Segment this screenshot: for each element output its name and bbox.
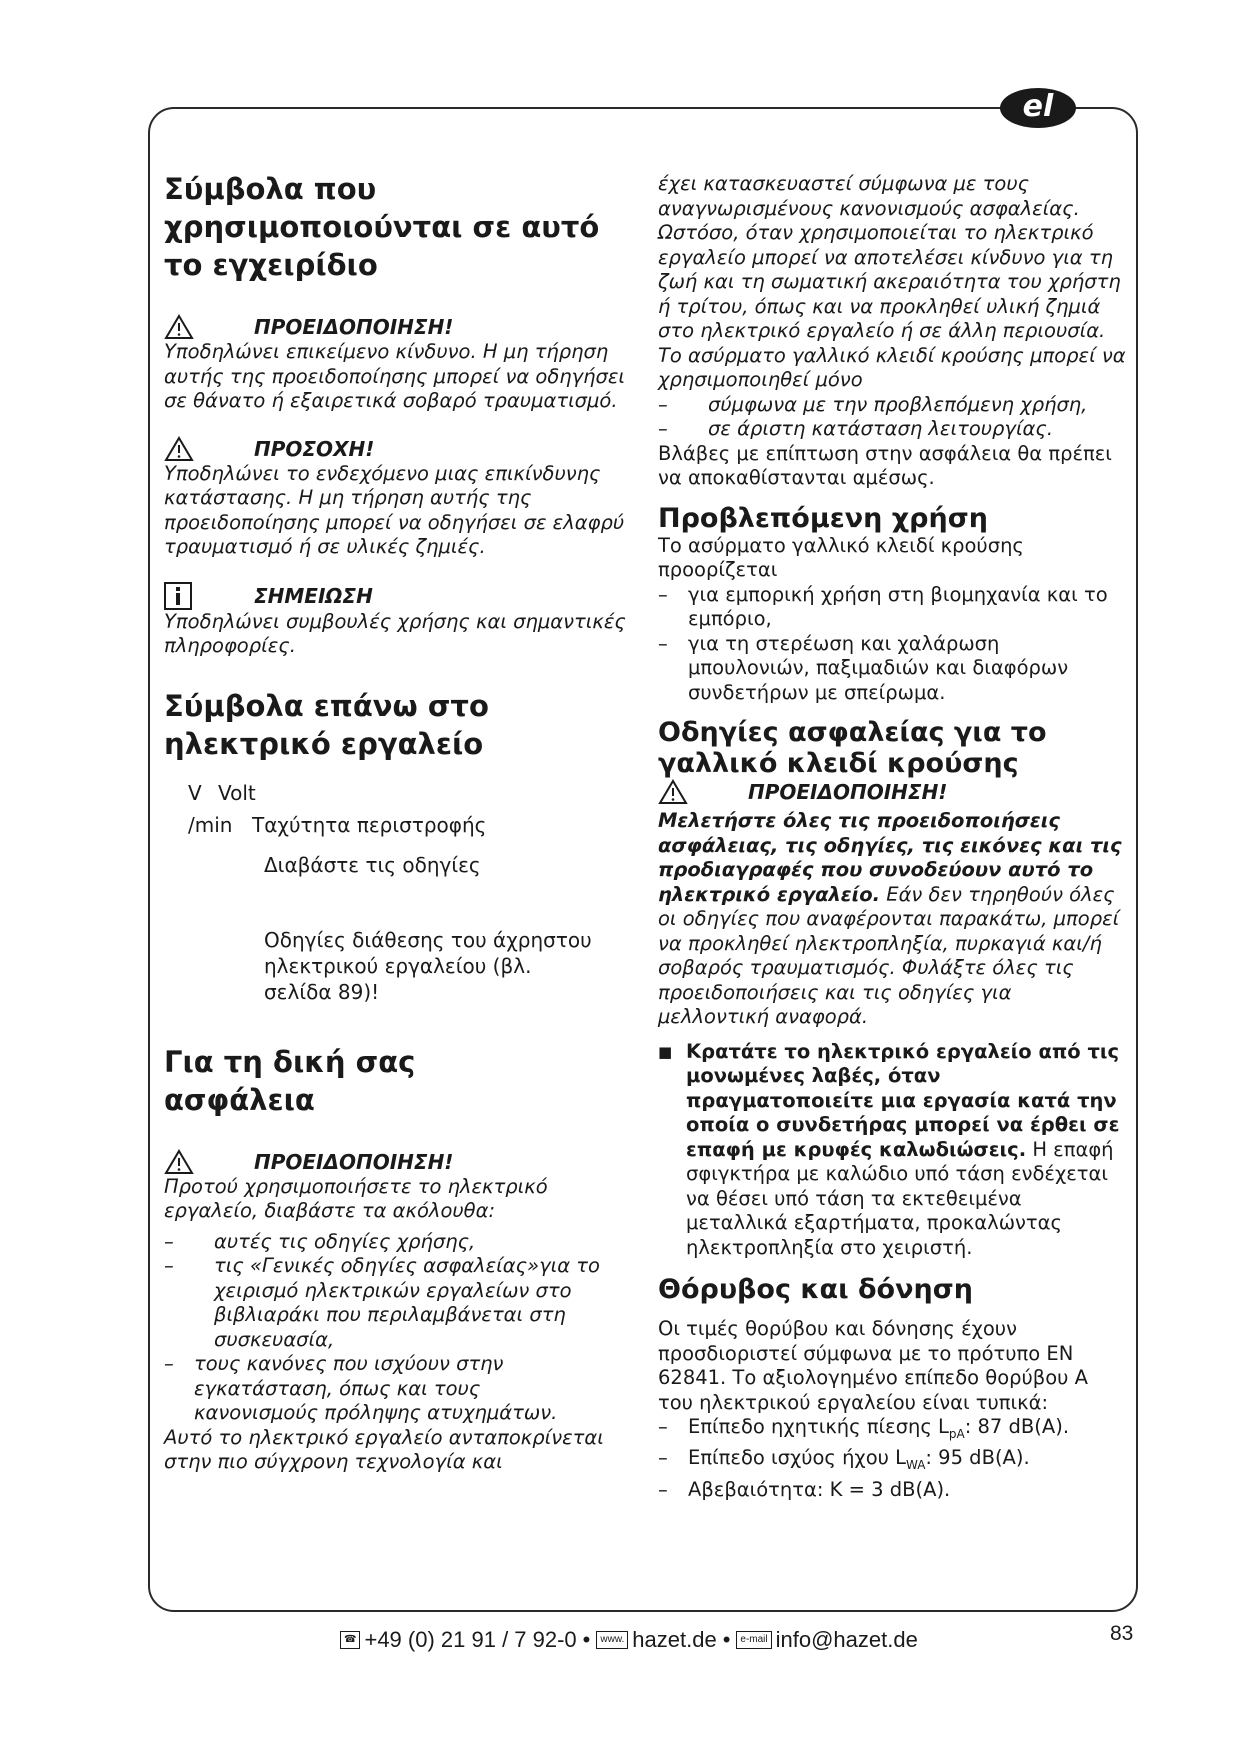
warning-heading-3 (658, 779, 1128, 805)
web-icon: www. (596, 1631, 628, 1649)
symbol-disposal-desc: Οδηγίες διάθεσης του άχρηστου ηλεκτρικού εργαλείου (βλ. σελίδα 89)! (264, 927, 592, 1004)
list-item: – για τη στερέωση και χαλάρωση μπουλονιών, παξιμαδιών και διαφόρων συνδετήρων με σπείρωμα. (658, 632, 1128, 706)
bullet-item: ■ Κρατάτε το ηλεκτρικό εργαλείο από τις μονωμένες λαβές, όταν πραγματοποιείτε μια εργασία κατά την οποία ο συνδετήρας μπορεί να έρθει σε επαφή με κρυφές καλωδιώσεις. Η επαφή σφιγκτήρα με καλώδιο υπό τάση ενδέχεται να θέσει υπό τάση τα εκτεθειμένα μεταλλικά εξαρτήματα, προκαλώντας ηλεκτροπληξία στο χειριστή. (658, 1040, 1128, 1261)
warning-label: ΠΡΟΕΙΔΟΠΟΙΗΣΗ! (254, 1149, 454, 1174)
page-number: 83 (1110, 1622, 1134, 1645)
warning-triangle-icon (164, 1149, 254, 1175)
noise-item-1: Επίπεδο ηχητικής πίεσης $L_{pA}$: 87 dB(A). (688, 1415, 1070, 1441)
symbol-read-desc: Διαβάστε τις οδηγίες (264, 852, 481, 877)
heading-symbols-manual: Σύμβολα που χρησιμοποιούνται σε αυτό το εγχειρίδιο (164, 172, 600, 282)
heading-safety-wrench: Οδηγίες ασφαλείας για το γαλλικό κλειδί κρούσης (658, 717, 1047, 779)
noise-text: Οι τιμές θορύβου και δόνησης έχουν προσδιοριστεί σύμφωνα με το πρότυπο EN 62841. Το αξιολογημένο επίπεδο θορύβου A του ηλεκτρικού εργαλείου είναι τυπικά: (658, 1317, 1088, 1414)
list-item: – αυτές τις οδηγίες χρήσης, (164, 1229, 476, 1253)
list-item: – σε άριστη κατάσταση λειτουργίας. (658, 417, 1054, 440)
list-item: – τους κανόνες που ισχύουν στην εγκατάσταση, όπως και τους κανονισμούς πρόληψης ατυχημάτων. (164, 1352, 644, 1426)
warning-label: ΠΡΟΕΙΔΟΠΟΙΗΣΗ! (748, 780, 948, 804)
note-heading (164, 582, 644, 610)
list-item-text: για τη στερέωση και χαλάρωση μπουλονιών, παξιμαδιών και διαφόρων συνδετήρων με σπείρωμα. (688, 631, 1069, 704)
caution-label: ΠΡΟΣΟΧΗ! (254, 436, 375, 461)
symbol-volt: V (188, 780, 202, 805)
phone-icon: ☎ (340, 1631, 360, 1649)
bullet-normal-text: Η επαφή σφιγκτήρα με καλώδιο υπό τάση ενδέχεται να θέσει υπό τάση τα εκτεθειμένα μεταλλικά εξαρτήματα, προκαλώντας ηλεκτροπληξία στο χειριστή. (686, 1137, 1114, 1259)
heading-noise-vibration: Θόρυβος και δόνηση (658, 1274, 973, 1305)
heading-symbols-tool: Σύμβολα επάνω στο ηλεκτρικό εργαλείο (164, 688, 489, 761)
continued-text-3: Βλάβες με επίπτωση στην ασφάλεια θα πρέπει να αποκαθίστανται αμέσως. (658, 441, 1112, 489)
list-item: – Επίπεδο ηχητικής πίεσης $L_{pA}$: 87 dB(A). (658, 1415, 1128, 1446)
footer-phone: +49 (0) 21 91 / 7 92-0 (364, 1627, 577, 1652)
caution-text: Υποδηλώνει το ενδεχόμενο μιας επικίνδυνης κατάστασης. Η μη τήρηση αυτής της προειδοποίησης μπορεί να οδηγήσει σε ελαφρύ τραυματισμό ή σε υλικές ζημιές. (164, 461, 625, 558)
language-badge: el (1000, 88, 1076, 128)
list-item-text: τις «Γενικές οδηγίες ασφαλείας»για το χειρισμό ηλεκτρικών εργαλείων στο βιβλιαράκι που περιλαμβάνεται στη συσκευασία, (214, 1254, 600, 1351)
list-item-text: σε άριστη κατάσταση λειτουργίας. (708, 417, 1054, 440)
continued-text-2: Το ασύρματο γαλλικό κλειδί κρούσης μπορεί να χρησιμοποιηθεί μόνο (658, 343, 1126, 391)
note-text: Υποδηλώνει συμβουλές χρήσης και σημαντικές πληροφορίες. (164, 609, 626, 657)
list-item-text: σύμφωνα με την προβλεπόμενη χρήση, (708, 392, 1088, 416)
noise-item-2: Επίπεδο ισχύος ήχου $L_{WA}$: 95 dB(A). (688, 1446, 1030, 1473)
warning-text-2: Προτού χρησιμοποιήσετε το ηλεκτρικό εργαλείο, διαβάστε τα ακόλουθα: (164, 1174, 548, 1222)
caution-triangle-icon (164, 436, 254, 462)
symbol-volt-row (164, 777, 644, 809)
footer-email[interactable]: info@hazet.de (775, 1627, 918, 1652)
list-item-text: για εμπορική χρήση στη βιομηχανία και το εμπόριο, (688, 582, 1108, 630)
warning-text-1: Υποδηλώνει επικείμενο κίνδυνο. Η μη τήρηση αυτής της προειδοποίησης μπορεί να οδηγήσει σε θάνατο ή εξαιρετικά σοβαρό τραυματισμό. (164, 340, 626, 412)
left-column (164, 170, 644, 1475)
warning-heading-2 (164, 1149, 644, 1175)
footer-contact (340, 1627, 960, 1653)
right-column (658, 172, 1128, 1502)
symbol-volt-desc: Volt (218, 780, 256, 805)
caution-heading (164, 436, 644, 462)
warning-text-3 (658, 809, 1128, 1030)
intended-text: Το ασύρματο γαλλικό κλειδί κρούσης προορίζεται (658, 533, 1024, 581)
email-icon: e-mail (736, 1631, 771, 1649)
info-icon (164, 582, 254, 610)
warning-bold-text: Μελετήστε όλες τις προειδοποιήσεις ασφάλειας, τις οδηγίες, τις εικόνες και τις προδιαγραφές που συνοδεύουν αυτό το ηλεκτρικό εργαλείο. (658, 809, 1122, 906)
continued-text: έχει κατασκευαστεί σύμφωνα με τους αναγνωρισμένους κανονισμούς ασφαλείας. Ωστόσο, όταν χρησιμοποιείται το ηλεκτρικό εργαλείο μπορεί να αποτελέσει κίνδυνο για τη ζωή και τη σωματική ακεραιότητα του χρήστη ή τρίτου, όπως και να προκληθεί υλική ζημιά στο ηλεκτρικό εργαλείο ή σε άλλη περιουσία. (658, 172, 1121, 342)
list-item: – τις «Γενικές οδηγίες ασφαλείας»για το χειρισμό ηλεκτρικών εργαλείων στο βιβλιαράκι που περιλαμβάνεται στη συσκευασία, (164, 1254, 644, 1352)
symbol-min-desc: Ταχύτητα περιστροφής (252, 812, 487, 837)
warning-triangle-icon (164, 314, 254, 340)
heading-intended-use: Προβλεπόμενη χρήση (658, 502, 988, 534)
heading-your-safety: Για τη δική σας ασφάλεια (164, 1044, 416, 1117)
note-label: ΣΗΜΕΙΩΣΗ (254, 583, 373, 608)
list-item-text: τους κανόνες που ισχύουν στην εγκατάσταση, όπως και τους κανονισμούς πρόληψης ατυχημάτων. (194, 1352, 558, 1424)
list-item: – Επίπεδο ισχύος ήχου $L_{WA}$: 95 dB(A). (658, 1446, 1128, 1477)
footer-web[interactable]: hazet.de (632, 1627, 717, 1652)
list-item: – Αβεβαιότητα: K = 3 dB(A). (658, 1477, 951, 1501)
warning-triangle-icon (658, 779, 748, 805)
noise-item-3: Αβεβαιότητα: K = 3 dB(A). (688, 1477, 951, 1501)
list-item: – σύμφωνα με την προβλεπόμενη χρήση, (658, 392, 1088, 416)
warning-label: ΠΡΟΕΙΔΟΠΟΙΗΣΗ! (254, 315, 454, 339)
bullet-bold-text: Κρατάτε το ηλεκτρικό εργαλείο από τις μονωμένες λαβές, όταν πραγματοποιείτε μια εργασία κατά την οποία ο συνδετήρας μπορεί να έρθει σε επαφή με κρυφές καλωδιώσεις. (686, 1039, 1120, 1161)
list-item: – για εμπορική χρήση στη βιομηχανία και το εμπόριο, (658, 582, 1108, 630)
symbol-min-row (164, 809, 644, 841)
footer-separator: • (582, 1627, 591, 1652)
bullet-text (686, 1040, 1128, 1261)
footer-separator: • (722, 1627, 731, 1652)
symbol-read-row (164, 849, 644, 881)
tail-text: Αυτό το ηλεκτρικό εργαλείο ανταποκρίνεται στην πιο σύγχρονη τεχνολογία και (164, 1425, 604, 1473)
list-item-text: αυτές τις οδηγίες χρήσης, (214, 1229, 476, 1253)
warning-heading-1 (164, 314, 644, 340)
warning-normal-text: Εάν δεν τηρηθούν όλες οι οδηγίες που αναφέρονται παρακάτω, μπορεί να προκληθεί ηλεκτροπληξία, πυρκαγιά και/ή σοβαρός τραυματισμός. Φυλάξτε όλες τις προειδοποιήσεις και τις οδηγίες για μελλοντική αναφορά. (658, 882, 1120, 1028)
symbol-min: /min (188, 812, 233, 837)
